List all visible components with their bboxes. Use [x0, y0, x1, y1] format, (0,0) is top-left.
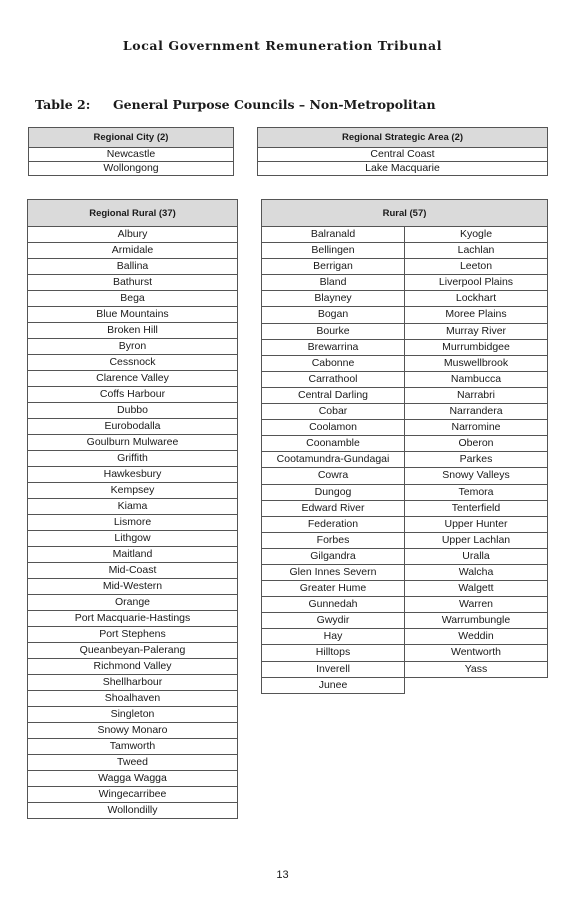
council-name: Walgett	[405, 581, 548, 597]
table-row	[262, 564, 548, 580]
council-name: Narrabri	[405, 387, 548, 403]
council-name: Bland	[262, 275, 405, 291]
council-name: Upper Lachlan	[405, 532, 548, 548]
table-row	[28, 547, 238, 563]
table-row	[29, 162, 234, 176]
table-row	[28, 323, 238, 339]
table-row	[28, 243, 238, 259]
council-name: Cabonne	[262, 355, 405, 371]
table-row	[262, 661, 548, 677]
council-name: Hilltops	[262, 645, 405, 661]
council-name: Coonamble	[262, 436, 405, 452]
council-name: Richmond Valley	[28, 659, 238, 675]
table-row	[262, 275, 548, 291]
council-name: Berrigan	[262, 259, 405, 275]
council-name: Lockhart	[405, 291, 548, 307]
table-row	[28, 563, 238, 579]
table-row	[262, 597, 548, 613]
table-row	[28, 339, 238, 355]
council-name: Weddin	[405, 629, 548, 645]
council-name: Greater Hume	[262, 581, 405, 597]
council-name: Hawkesbury	[28, 467, 238, 483]
rural-heading: Rural (57)	[262, 200, 548, 227]
council-name: Cessnock	[28, 355, 238, 371]
table-row	[262, 291, 548, 307]
table-row	[28, 499, 238, 515]
council-name: Armidale	[28, 243, 238, 259]
council-name: Wollongong	[29, 162, 234, 176]
council-name: Temora	[405, 484, 548, 500]
council-name: Upper Hunter	[405, 516, 548, 532]
council-name: Dubbo	[28, 403, 238, 419]
table-row	[262, 548, 548, 564]
table-row	[28, 483, 238, 499]
council-name: Wagga Wagga	[28, 771, 238, 787]
table-row	[262, 420, 548, 436]
table-row	[262, 371, 548, 387]
table-row	[28, 291, 238, 307]
council-name: Warrumbungle	[405, 613, 548, 629]
council-name: Tamworth	[28, 739, 238, 755]
table-row	[262, 484, 548, 500]
table-row	[262, 613, 548, 629]
council-name: Lachlan	[405, 243, 548, 259]
council-name: Mid-Coast	[28, 563, 238, 579]
council-name: Gilgandra	[262, 548, 405, 564]
council-name: Leeton	[405, 259, 548, 275]
table-row	[262, 339, 548, 355]
council-name: Bourke	[262, 323, 405, 339]
council-name: Blayney	[262, 291, 405, 307]
council-name: Parkes	[405, 452, 548, 468]
council-name: Hay	[262, 629, 405, 645]
table-row	[28, 387, 238, 403]
table-row	[28, 307, 238, 323]
regional-city-heading: Regional City (2)	[29, 128, 234, 148]
council-name: Snowy Monaro	[28, 723, 238, 739]
council-name: Cobar	[262, 404, 405, 420]
council-name: Central Darling	[262, 387, 405, 403]
table-row	[262, 677, 548, 693]
council-name: Warren	[405, 597, 548, 613]
council-name: Bathurst	[28, 275, 238, 291]
table-row	[262, 645, 548, 661]
table-row	[28, 659, 238, 675]
council-name: Byron	[28, 339, 238, 355]
table-row	[262, 629, 548, 645]
table-row	[262, 307, 548, 323]
table-row	[262, 259, 548, 275]
council-name: Murray River	[405, 323, 548, 339]
table-row	[28, 451, 238, 467]
table-row	[28, 755, 238, 771]
council-name: Central Coast	[258, 148, 548, 162]
council-name: Edward River	[262, 500, 405, 516]
council-name: Wollondilly	[28, 803, 238, 819]
table-row	[262, 581, 548, 597]
council-name: Snowy Valleys	[405, 468, 548, 484]
table-row	[28, 707, 238, 723]
council-name: Oberon	[405, 436, 548, 452]
table-row	[28, 771, 238, 787]
council-name: Glen Innes Severn	[262, 564, 405, 580]
table-row	[28, 259, 238, 275]
council-name: Shellharbour	[28, 675, 238, 691]
council-name: Murrumbidgee	[405, 339, 548, 355]
table-row	[262, 532, 548, 548]
table-row	[28, 787, 238, 803]
council-name: Bogan	[262, 307, 405, 323]
table-row	[262, 436, 548, 452]
council-name: Kiama	[28, 499, 238, 515]
table-row	[262, 387, 548, 403]
council-name: Inverell	[262, 661, 405, 677]
table-row	[262, 243, 548, 259]
council-name: Gwydir	[262, 613, 405, 629]
council-name: Eurobodalla	[28, 419, 238, 435]
council-name: Liverpool Plains	[405, 275, 548, 291]
council-name: Gunnedah	[262, 597, 405, 613]
council-name: Tweed	[28, 755, 238, 771]
table-row	[28, 435, 238, 451]
council-name: Bellingen	[262, 243, 405, 259]
table-row	[258, 148, 548, 162]
table-row	[28, 467, 238, 483]
table-row	[28, 803, 238, 819]
table-row	[28, 675, 238, 691]
council-name: Ballina	[28, 259, 238, 275]
table-row	[28, 643, 238, 659]
table-number: Table 2:	[35, 97, 91, 112]
empty-cell	[405, 677, 548, 693]
table-row	[262, 500, 548, 516]
council-name: Clarence Valley	[28, 371, 238, 387]
table-row	[28, 227, 238, 243]
council-name: Moree Plains	[405, 307, 548, 323]
council-name: Goulburn Mulwaree	[28, 435, 238, 451]
regional-strategic-area-heading: Regional Strategic Area (2)	[258, 128, 548, 148]
council-name: Cowra	[262, 468, 405, 484]
council-name: Wentworth	[405, 645, 548, 661]
regional-strategic-area-table	[257, 127, 548, 176]
council-name: Dungog	[262, 484, 405, 500]
table-row	[262, 452, 548, 468]
table-row	[28, 691, 238, 707]
council-name: Shoalhaven	[28, 691, 238, 707]
council-name: Balranald	[262, 227, 405, 243]
table-row	[28, 419, 238, 435]
council-name: Lismore	[28, 515, 238, 531]
document-header: Local Government Remuneration Tribunal	[122, 38, 443, 53]
council-name: Port Stephens	[28, 627, 238, 643]
regional-rural-table	[27, 199, 238, 819]
table-row	[262, 516, 548, 532]
council-name: Yass	[405, 661, 548, 677]
table-row	[262, 355, 548, 371]
council-name: Junee	[262, 677, 405, 693]
council-name: Albury	[28, 227, 238, 243]
table-row	[28, 275, 238, 291]
council-name: Port Macquarie-Hastings	[28, 611, 238, 627]
council-name: Brewarrina	[262, 339, 405, 355]
council-name: Mid-Western	[28, 579, 238, 595]
regional-rural-heading: Regional Rural (37)	[28, 200, 238, 227]
table-row	[262, 404, 548, 420]
council-name: Kyogle	[405, 227, 548, 243]
table-row	[258, 162, 548, 176]
table-row	[28, 403, 238, 419]
table-row	[28, 515, 238, 531]
council-name: Bega	[28, 291, 238, 307]
council-name: Narrandera	[405, 404, 548, 420]
council-name: Carrathool	[262, 371, 405, 387]
council-name: Walcha	[405, 564, 548, 580]
rural-table	[261, 199, 548, 694]
council-name: Maitland	[28, 547, 238, 563]
table-title: General Purpose Councils – Non-Metropolitan	[113, 97, 436, 112]
council-name: Muswellbrook	[405, 355, 548, 371]
council-name: Cootamundra-Gundagai	[262, 452, 405, 468]
table-row	[29, 148, 234, 162]
council-name: Griffith	[28, 451, 238, 467]
table-row	[28, 723, 238, 739]
council-name: Orange	[28, 595, 238, 611]
council-name: Singleton	[28, 707, 238, 723]
council-name: Blue Mountains	[28, 307, 238, 323]
table-row	[28, 579, 238, 595]
council-name: Narromine	[405, 420, 548, 436]
table-row	[28, 371, 238, 387]
table-row	[262, 323, 548, 339]
council-name: Lake Macquarie	[258, 162, 548, 176]
regional-city-table	[28, 127, 234, 176]
council-name: Broken Hill	[28, 323, 238, 339]
table-row	[262, 227, 548, 243]
table-row	[28, 627, 238, 643]
council-name: Lithgow	[28, 531, 238, 547]
council-name: Uralla	[405, 548, 548, 564]
table-row	[28, 355, 238, 371]
council-name: Queanbeyan-Palerang	[28, 643, 238, 659]
council-name: Federation	[262, 516, 405, 532]
table-row	[262, 468, 548, 484]
table-row	[28, 611, 238, 627]
table-caption	[35, 97, 436, 112]
council-name: Wingecarribee	[28, 787, 238, 803]
council-name: Coolamon	[262, 420, 405, 436]
table-row	[28, 531, 238, 547]
council-name: Kempsey	[28, 483, 238, 499]
council-name: Forbes	[262, 532, 405, 548]
council-name: Coffs Harbour	[28, 387, 238, 403]
table-row	[28, 595, 238, 611]
council-name: Nambucca	[405, 371, 548, 387]
table-row	[28, 739, 238, 755]
council-name: Tenterfield	[405, 500, 548, 516]
page-number: 13	[276, 869, 289, 881]
council-name: Newcastle	[29, 148, 234, 162]
